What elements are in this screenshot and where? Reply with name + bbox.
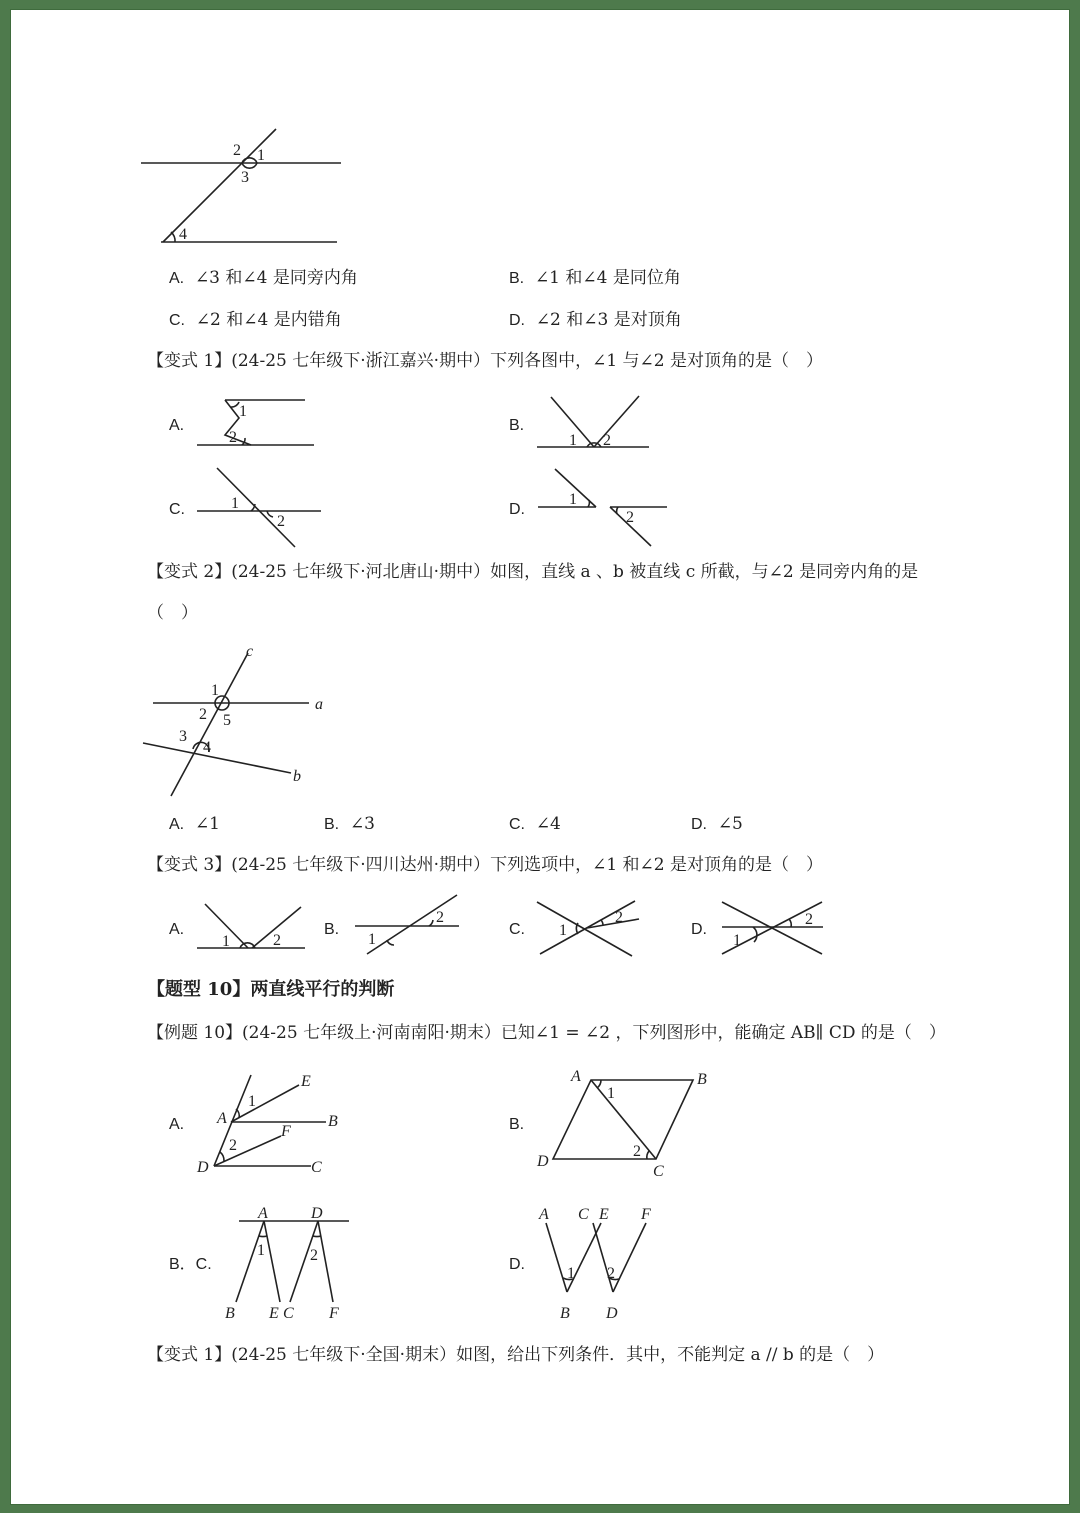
svg-text:2: 2 <box>277 513 285 530</box>
q0-option-a[interactable]: A. ∠3 和∠4 是同旁内角 <box>169 268 358 288</box>
svg-text:1: 1 <box>569 432 577 449</box>
svg-text:2: 2 <box>273 932 281 949</box>
v2-stem-paren: （ ） <box>147 603 198 623</box>
v2-option-b[interactable]: B. ∠3 <box>324 814 375 834</box>
ex10-figure-d <box>11 10 811 1330</box>
svg-text:E: E <box>599 1206 609 1223</box>
svg-text:A: A <box>571 1068 581 1085</box>
v3-stem: 【变式 3】(24-25 七年级下·四川达州·期中）下列选项中，∠1 和∠2 是对顶角的是（ ） <box>147 855 823 875</box>
v3-option-d[interactable]: D. <box>691 921 707 938</box>
section-title: 【题型 10】两直线平行的判断 <box>147 979 395 1000</box>
svg-text:C: C <box>283 1305 294 1322</box>
q0-option-b[interactable]: B. ∠1 和∠4 是同位角 <box>509 268 681 288</box>
svg-text:2: 2 <box>310 1247 318 1264</box>
svg-text:3: 3 <box>179 728 187 745</box>
svg-text:E: E <box>301 1073 311 1090</box>
svg-text:B: B <box>225 1305 235 1322</box>
v3-option-c[interactable]: C. <box>509 921 525 938</box>
svg-text:1: 1 <box>231 495 239 512</box>
svg-text:A: A <box>539 1206 549 1223</box>
svg-text:D: D <box>197 1159 209 1176</box>
svg-text:D: D <box>311 1205 323 1222</box>
q0-option-d[interactable]: D. ∠2 和∠3 是对顶角 <box>509 310 682 330</box>
svg-text:5: 5 <box>223 712 231 729</box>
svg-text:2: 2 <box>633 1143 641 1160</box>
svg-text:F: F <box>329 1305 339 1322</box>
svg-text:D: D <box>606 1305 618 1322</box>
ex10-option-b[interactable]: B. <box>509 1116 525 1133</box>
svg-text:2: 2 <box>229 1137 237 1154</box>
ex10-option-a[interactable]: A. <box>169 1116 185 1133</box>
top-angle-label-3: 3 <box>241 169 249 186</box>
v2-option-c[interactable]: C. ∠4 <box>509 814 561 834</box>
svg-text:4: 4 <box>203 739 211 756</box>
svg-text:1: 1 <box>567 1265 575 1282</box>
svg-text:D: D <box>537 1153 549 1170</box>
svg-text:b: b <box>293 768 301 785</box>
v1-option-a[interactable]: A. <box>169 417 185 434</box>
v1-option-b[interactable]: B. <box>509 417 525 434</box>
svg-text:1: 1 <box>248 1093 256 1110</box>
svg-text:1: 1 <box>222 933 230 950</box>
svg-text:2: 2 <box>199 706 207 723</box>
v1-stem: 【变式 1】(24-25 七年级下·浙江嘉兴·期中）下列各图中，∠1 与∠2 是对顶角的是（ ） <box>147 351 823 371</box>
svg-text:1: 1 <box>559 922 567 939</box>
svg-text:a: a <box>315 696 323 713</box>
svg-text:2: 2 <box>805 911 813 928</box>
top-angle-label-1: 1 <box>257 147 265 164</box>
svg-text:1: 1 <box>211 682 219 699</box>
svg-text:2: 2 <box>603 432 611 449</box>
svg-text:2: 2 <box>626 509 634 526</box>
svg-text:C: C <box>311 1159 322 1176</box>
svg-text:1: 1 <box>733 932 741 949</box>
v2-option-a[interactable]: A. ∠1 <box>169 814 220 834</box>
v1b-stem: 【变式 1】(24-25 七年级下·全国·期末）如图，给出下列条件．其中，不能判定 a // b 的是（ ） <box>147 1345 885 1365</box>
ex10-option-d[interactable]: D. <box>509 1256 525 1273</box>
v3-option-a[interactable]: A. <box>169 921 185 938</box>
v3-option-b[interactable]: B. <box>324 921 340 938</box>
svg-text:C: C <box>578 1206 589 1223</box>
svg-text:A: A <box>217 1110 227 1127</box>
q0-option-c[interactable]: C. ∠2 和∠4 是内错角 <box>169 310 342 330</box>
v2-option-d[interactable]: D. ∠5 <box>691 814 743 834</box>
svg-text:B: B <box>328 1113 338 1130</box>
top-angle-label-2: 2 <box>233 142 241 159</box>
svg-text:B: B <box>560 1305 570 1322</box>
svg-text:C: C <box>653 1163 664 1180</box>
svg-text:A: A <box>258 1205 268 1222</box>
svg-text:c: c <box>246 643 254 660</box>
svg-text:2: 2 <box>436 909 444 926</box>
svg-text:F: F <box>641 1206 651 1223</box>
svg-text:1: 1 <box>569 491 577 508</box>
v2-stem: 【变式 2】(24-25 七年级下·河北唐山·期中）如图，直线 a 、b 被直线 c 所截，与∠2 是同旁内角的是 <box>147 562 919 582</box>
svg-text:2: 2 <box>615 909 623 926</box>
svg-text:1: 1 <box>368 931 376 948</box>
worksheet-page <box>10 9 1070 1505</box>
svg-text:2: 2 <box>229 429 237 446</box>
svg-text:1: 1 <box>257 1242 265 1259</box>
svg-text:B: B <box>697 1071 707 1088</box>
ex10-stem: 【例题 10】(24-25 七年级上·河南南阳·期末）已知∠1 = ∠2 ，下列图形中，能确定 AB∥ CD 的是（ ） <box>147 1023 946 1043</box>
v1-option-d[interactable]: D. <box>509 501 525 518</box>
svg-text:2: 2 <box>607 1265 615 1282</box>
v1-option-c[interactable]: C. <box>169 501 185 518</box>
svg-text:1: 1 <box>607 1085 615 1102</box>
svg-text:F: F <box>281 1123 291 1140</box>
svg-text:1: 1 <box>239 403 247 420</box>
ex10-option-c[interactable]: B．C. <box>169 1256 212 1273</box>
top-angle-label-4: 4 <box>179 226 187 243</box>
svg-text:E: E <box>269 1305 279 1322</box>
